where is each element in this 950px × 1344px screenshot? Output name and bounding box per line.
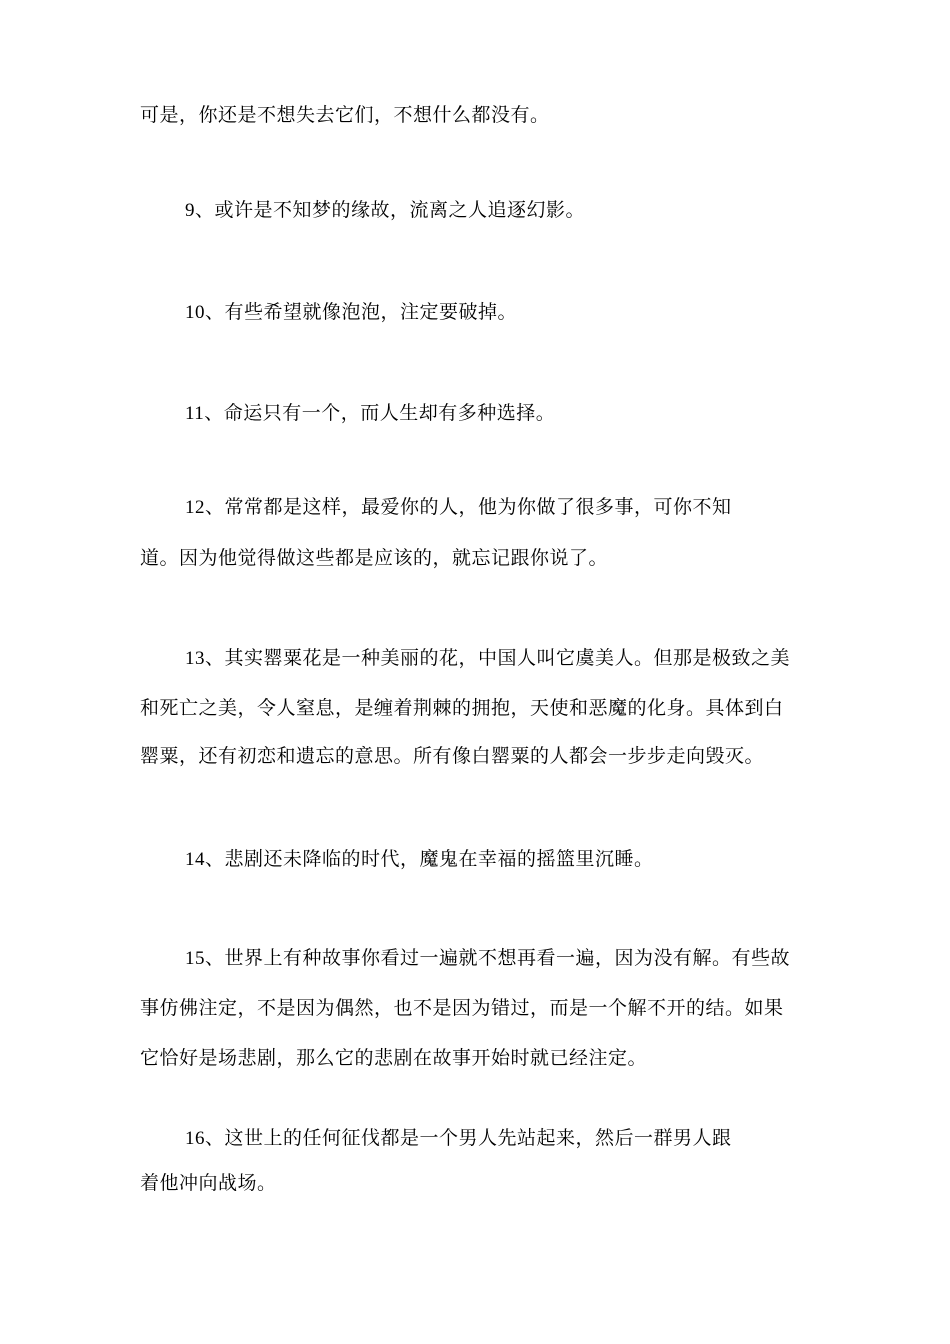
paragraph-line: 着他冲向战场。 <box>140 1172 277 1194</box>
paragraph-line: 可是，你还是不想失去它们，不想什么都没有。 <box>140 104 550 126</box>
paragraph-text: 、世界上有种故事你看过一遍就不想再看一遍，因为没有解。有些故 <box>205 947 791 969</box>
paragraph-16 <box>185 1125 732 1152</box>
item-number: 15 <box>185 948 205 969</box>
item-number: 13 <box>185 648 205 669</box>
paragraph-14 <box>185 846 654 873</box>
item-number: 14 <box>185 849 205 870</box>
paragraph-9 <box>185 197 585 224</box>
item-number: 9 <box>185 200 195 221</box>
paragraph-line: 道。因为他觉得做这些都是应该的，就忘记跟你说了。 <box>140 547 609 569</box>
item-number: 10 <box>185 302 205 323</box>
paragraph-11 <box>185 400 555 427</box>
paragraph-line: 它恰好是场悲剧，那么它的悲剧在故事开始时就已经注定。 <box>140 1047 648 1069</box>
paragraph-line: 事仿佛注定，不是因为偶然，也不是因为错过，而是一个解不开的结。如果 <box>140 997 784 1019</box>
paragraph-text: 、这世上的任何征伐都是一个男人先站起来，然后一群男人跟 <box>205 1127 732 1149</box>
paragraph-13 <box>185 645 790 672</box>
paragraph-text: 、常常都是这样，最爱你的人，他为你做了很多事，可你不知 <box>205 496 732 518</box>
paragraph-text: 、有些希望就像泡泡，注定要破掉。 <box>205 301 518 323</box>
paragraph-text: 、或许是不知梦的缘故，流离之人追逐幻影。 <box>195 199 586 221</box>
paragraph-text: 、悲剧还未降临的时代，魔鬼在幸福的摇篮里沉睡。 <box>205 848 654 870</box>
item-number: 11 <box>185 403 205 424</box>
paragraph-10 <box>185 299 517 326</box>
paragraph-line: 和死亡之美，令人窒息，是缠着荆棘的拥抱，天使和恶魔的化身。具体到白 <box>140 697 784 719</box>
paragraph-12 <box>185 494 732 521</box>
item-number: 16 <box>185 1128 205 1149</box>
paragraph-line: 罂粟，还有初恋和遗忘的意思。所有像白罂粟的人都会一步步走向毁灭。 <box>140 745 765 767</box>
paragraph-15 <box>185 945 790 972</box>
paragraph-text: 、其实罂粟花是一种美丽的花，中国人叫它虞美人。但那是极致之美 <box>205 647 791 669</box>
item-number: 12 <box>185 497 205 518</box>
paragraph-text: 、命运只有一个，而人生却有多种选择。 <box>204 402 556 424</box>
